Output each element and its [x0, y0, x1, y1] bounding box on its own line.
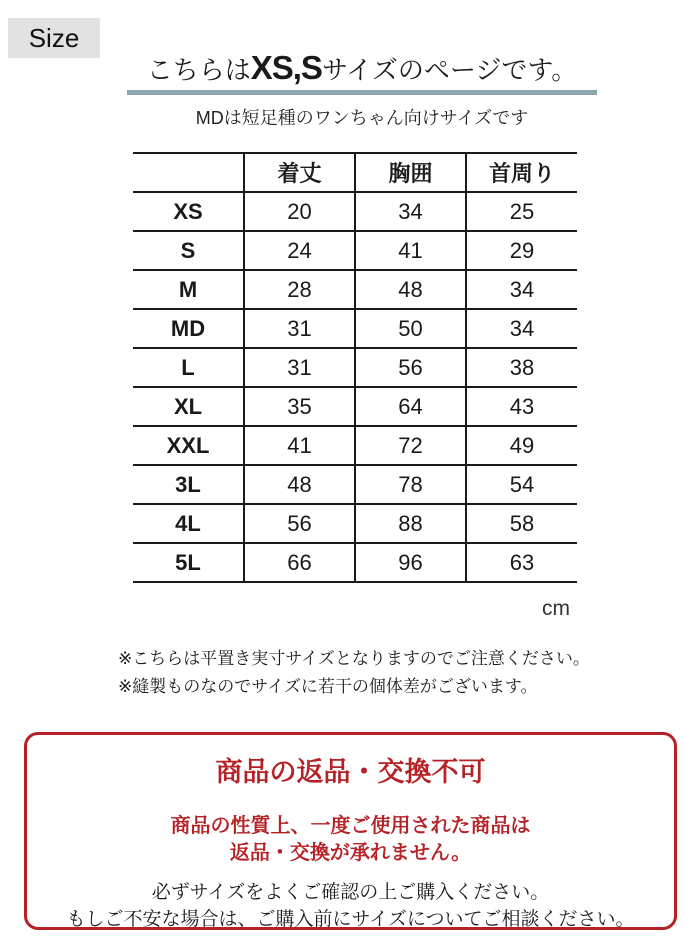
size-row-label: MD	[133, 309, 244, 348]
return-policy-warning-box	[24, 732, 677, 930]
warning-red-text	[27, 813, 674, 867]
subtitle-md-note: MDは短足種のワンちゃん向けサイズです	[195, 108, 529, 128]
headline-block	[127, 49, 597, 95]
size-table-row	[133, 348, 577, 387]
size-measurement-cell: 29	[466, 231, 577, 270]
size-notes	[118, 645, 590, 701]
size-measurement-cell: 20	[244, 192, 355, 231]
headline-prefix: こちらは	[146, 55, 251, 85]
size-measurement-cell: 64	[355, 387, 466, 426]
size-measurement-cell: 41	[355, 231, 466, 270]
size-row-label: 4L	[133, 504, 244, 543]
size-table-row	[133, 270, 577, 309]
size-measurement-cell: 31	[244, 348, 355, 387]
size-measurement-cell: 78	[355, 465, 466, 504]
size-measurement-cell: 34	[466, 309, 577, 348]
size-row-label: XL	[133, 387, 244, 426]
size-measurement-cell: 96	[355, 543, 466, 582]
size-badge	[8, 18, 100, 58]
size-column-header: 胸囲	[355, 153, 466, 192]
size-table-row	[133, 309, 577, 348]
size-table-row	[133, 231, 577, 270]
warning-black-line: もしご不安な場合は、ご購入前にサイズについてご相談ください。	[66, 909, 635, 930]
size-measurement-cell: 35	[244, 387, 355, 426]
size-row-label: XS	[133, 192, 244, 231]
size-badge-label: Size	[28, 22, 80, 53]
size-table	[133, 152, 577, 583]
size-column-header: 首周り	[466, 153, 577, 192]
size-measurement-cell: 88	[355, 504, 466, 543]
headline-emphasis: XS,S	[250, 49, 322, 86]
headline-suffix: サイズのページです。	[321, 55, 578, 85]
size-row-label: XXL	[133, 426, 244, 465]
size-row-label: M	[133, 270, 244, 309]
warning-black-line: 必ずサイズをよくご確認の上ご購入ください。	[151, 882, 550, 903]
size-measurement-cell: 34	[466, 270, 577, 309]
size-table-row	[133, 465, 577, 504]
size-measurement-cell: 31	[244, 309, 355, 348]
size-measurement-cell: 28	[244, 270, 355, 309]
size-measurement-cell: 56	[244, 504, 355, 543]
size-column-header: 着丈	[244, 153, 355, 192]
size-measurement-cell: 56	[355, 348, 466, 387]
size-table-row	[133, 504, 577, 543]
warning-red-line: 商品の性質上、一度ご使用された商品は	[170, 815, 531, 837]
size-table-row	[133, 426, 577, 465]
size-measurement-cell: 34	[355, 192, 466, 231]
size-row-label: 5L	[133, 543, 244, 582]
size-row-label: L	[133, 348, 244, 387]
warning-title: 商品の返品・交換不可	[215, 757, 486, 787]
size-column-header	[133, 153, 244, 192]
size-measurement-cell: 43	[466, 387, 577, 426]
size-measurement-cell: 48	[355, 270, 466, 309]
size-measurement-cell: 66	[244, 543, 355, 582]
size-table-row	[133, 543, 577, 582]
size-measurement-cell: 25	[466, 192, 577, 231]
size-measurement-cell: 58	[466, 504, 577, 543]
size-measurement-cell: 63	[466, 543, 577, 582]
size-table-row	[133, 192, 577, 231]
size-measurement-cell: 54	[466, 465, 577, 504]
size-table-body	[133, 192, 577, 582]
size-row-label: 3L	[133, 465, 244, 504]
note-line: ※縫製ものなのでサイズに若干の個体差がございます。	[118, 677, 538, 696]
note-line: ※こちらは平置き実寸サイズとなりますのでご注意ください。	[118, 649, 590, 668]
warning-black-text	[27, 879, 674, 933]
size-measurement-cell: 48	[244, 465, 355, 504]
size-measurement-cell: 38	[466, 348, 577, 387]
size-measurement-cell: 50	[355, 309, 466, 348]
page-headline	[146, 49, 578, 86]
unit-label: cm	[542, 597, 570, 620]
size-table-header-row	[133, 153, 577, 192]
size-measurement-cell: 24	[244, 231, 355, 270]
size-table-row	[133, 387, 577, 426]
warning-red-line: 返品・交換が承れません。	[229, 842, 472, 864]
size-table-head	[133, 153, 577, 192]
size-measurement-cell: 49	[466, 426, 577, 465]
size-measurement-cell: 41	[244, 426, 355, 465]
size-row-label: S	[133, 231, 244, 270]
size-measurement-cell: 72	[355, 426, 466, 465]
